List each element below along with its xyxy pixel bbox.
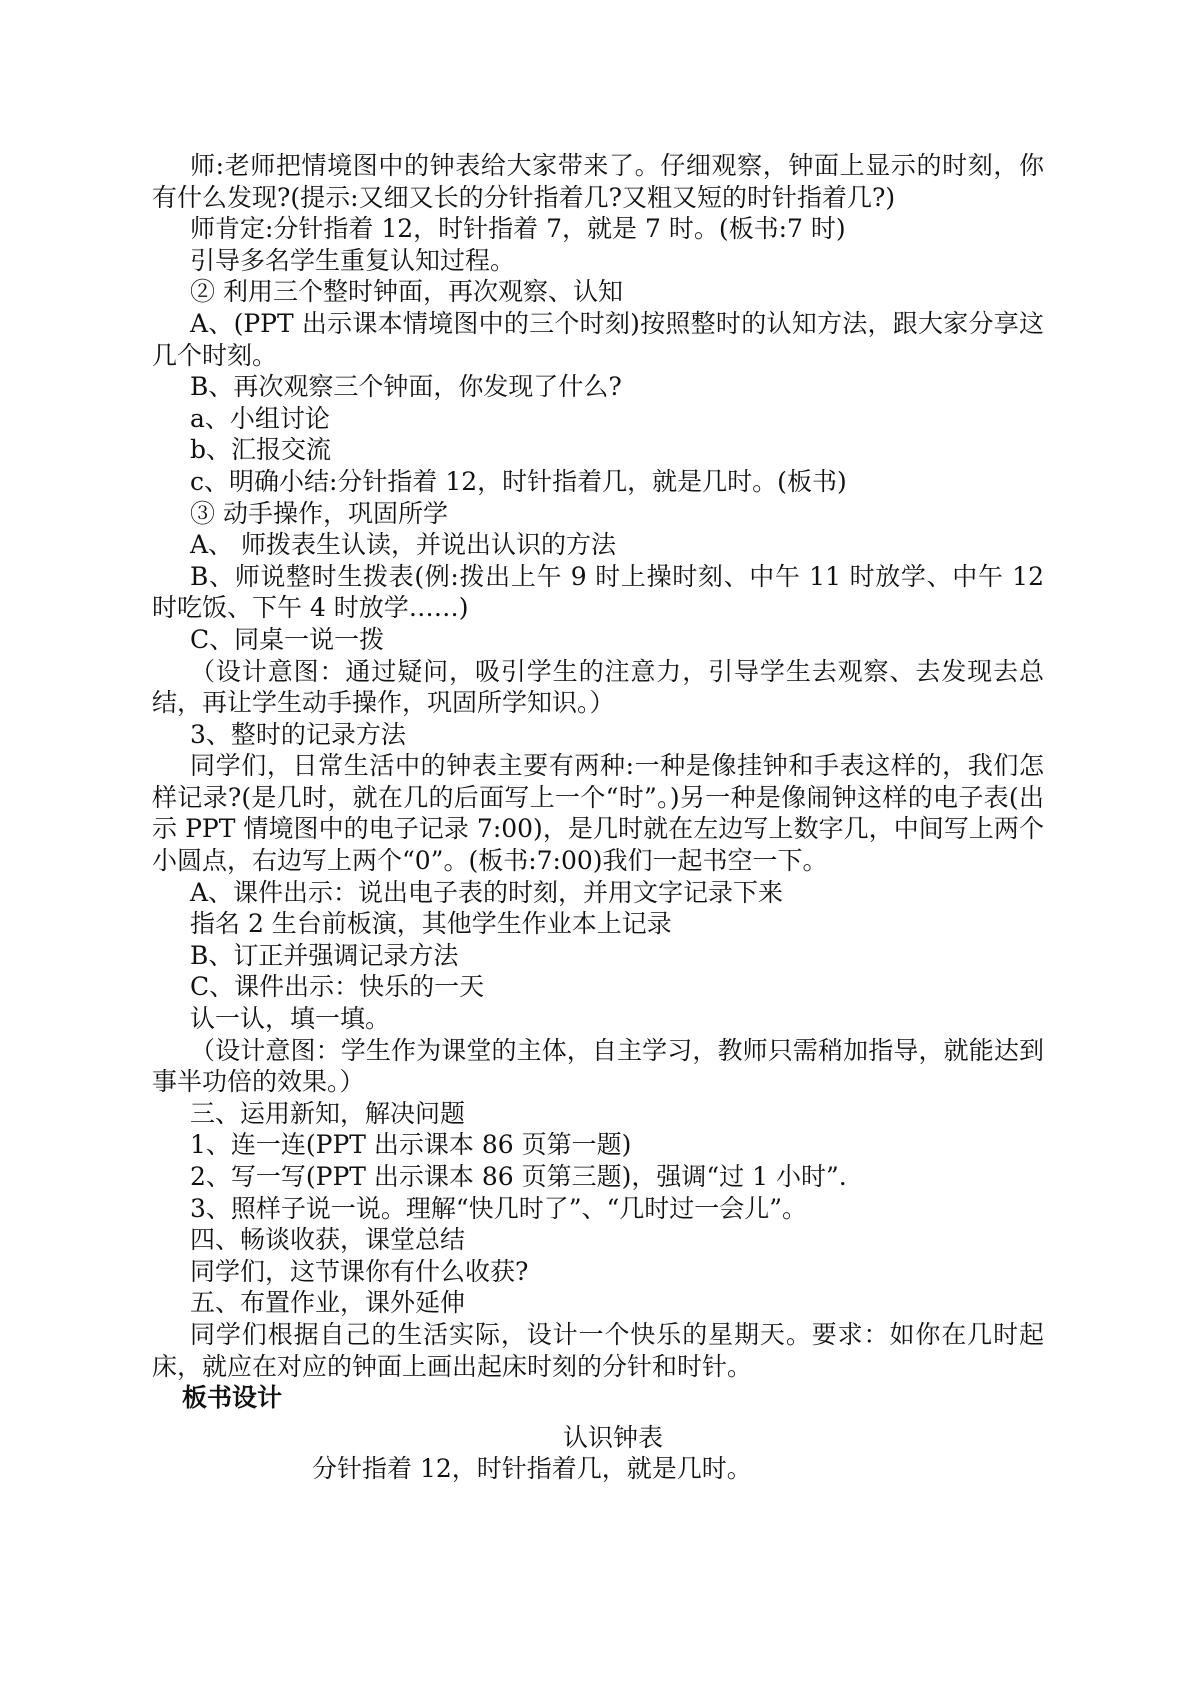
document-page [152,150,1044,1485]
paragraph-guide: 引导多名学生重复认知过程。 [190,245,516,275]
paragraph-step-3c: C、同桌一说一拨 [190,624,385,654]
paragraph-step-3b: B、师说整时生拨表(例:拨出上午 9 时上操时刻、中午 11 时放学、中午 12 时吃饭、下午 4 时放学……) [152,561,1044,623]
paragraph-teacher-intro: 师:老师把情境图中的钟表给大家带来了。仔细观察，钟面上显示的时刻，你有什么发现?(提示:又细又长的分针指着几?又粗又短的时针指着几?) [152,151,1044,212]
paragraph-step-2b-a: a、小组讨论 [190,403,330,433]
paragraph-exercise-1: 1、连一连(PPT 出示课本 86 页第一题) [190,1130,632,1160]
paragraph-step-2: ② 利用三个整时钟面，再次观察、认知 [190,277,623,307]
paragraph-step-3a: A、 师拨表生认读，并说出认识的方法 [190,530,617,560]
paragraph-exercise-3: 3、照样子说一说。理解“快几时了”、“几时过一会儿”。 [190,1193,808,1223]
paragraph-section-3: 3、整时的记录方法 [190,719,406,749]
board-design-heading: 板书设计 [182,1383,283,1413]
paragraph-design-intent-2: （设计意图：学生作为课堂的主体，自主学习，教师只需稍加指导，就能达到事半功倍的效果。） [152,1035,1044,1097]
paragraph-step-2b-c: c、明确小结:分针指着 12，时针指着几，就是几时。(板书) [190,466,847,496]
paragraph-record-b: B、订正并强调记录方法 [190,940,459,970]
paragraph-record-board: 指名 2 生台前板演，其他学生作业本上记录 [190,909,672,939]
paragraph-record-c: C、课件出示：快乐的一天 [190,972,485,1002]
board-title: 认识钟表 [562,1422,663,1452]
paragraph-teacher-confirm: 师肯定:分针指着 12，时针指着 7，就是 7 时。(板书:7 时) [190,214,846,244]
paragraph-exercise-2: 2、写一写(PPT 出示课本 86 页第三题)，强调“过 1 小时”. [190,1162,847,1191]
paragraph-design-intent-1: （设计意图：通过疑问，吸引学生的注意力，引导学生去观察、去发现去总结，再让学生动手操作，巩固所学知识。） [152,656,1044,718]
paragraph-step-2b: B、再次观察三个钟面，你发现了什么? [190,372,622,402]
paragraph-step-2a: A、(PPT 出示课本情境图中的三个时刻)按照整时的认知方法，跟大家分享这几个时刻。 [152,308,1044,370]
paragraph-step-3: ③ 动手操作，巩固所学 [190,498,448,528]
paragraph-summary-question: 同学们，这节课你有什么收获? [190,1256,529,1286]
paragraph-part-three: 三、运用新知，解决问题 [190,1098,466,1128]
paragraph-record-fill: 认一认，填一填。 [190,1004,391,1034]
paragraph-part-four: 四、畅谈收获，课堂总结 [190,1225,466,1255]
paragraph-part-five: 五、布置作业，课外延伸 [190,1288,466,1318]
paragraph-recording-method: 同学们，日常生活中的钟表主要有两种:一种是像挂钟和手表这样的，我们怎样记录?(是几时，就在几的后面写上一个“时”。)另一种是像闹钟这样的电子表(出示 PPT 情境图中的电子记录 7:00)，是几时就在左边写上数字几，中间写上两个小圆点，右边写上两个“0”。(板书:7:00)我们一起书空一下。 [152,751,1044,876]
paragraph-homework: 同学们根据自己的生活实际，设计一个快乐的星期天。要求：如你在几时起床，就应在对应的钟面上画出起床时刻的分针和时针。 [152,1319,1044,1381]
paragraph-record-a: A、课件出示：说出电子表的时刻，并用文字记录下来 [190,877,784,907]
board-rule-line: 分针指着 12，时针指着几，就是几时。 [312,1454,752,1484]
paragraph-step-2b-b: b、汇报交流 [190,435,332,465]
